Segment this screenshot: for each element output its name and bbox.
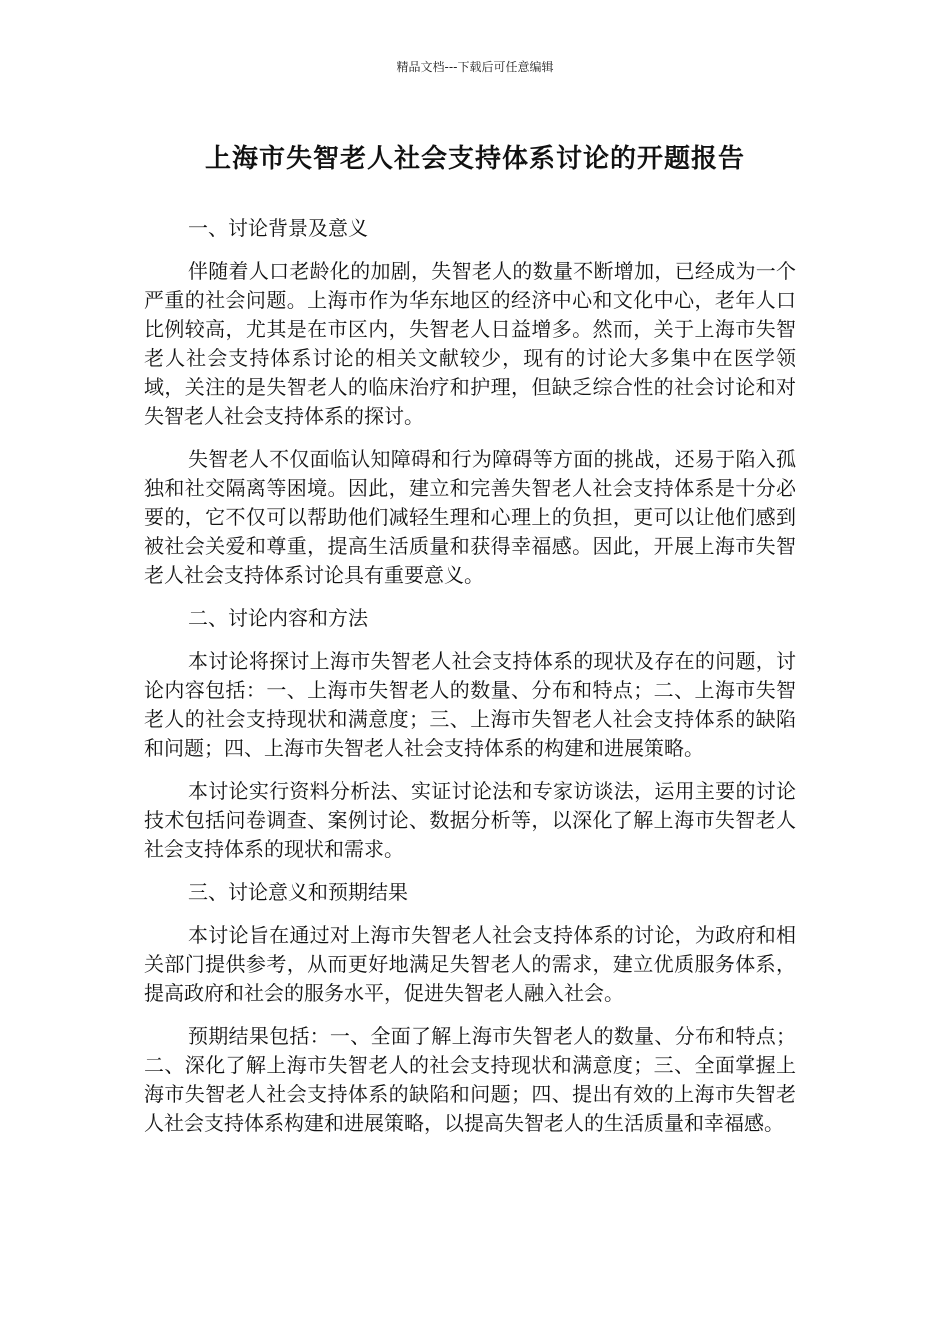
paragraph: 失智老人不仅面临认知障碍和行为障碍等方面的挑战，还易于陷入孤独和社交隔离等困境。因此，建立和完善失智老人社会支持体系是十分必要的，它不仅可以帮助他们减轻生理和心理上的负担，更可以让他们感到被社会关爱和尊重，提高生活质量和获得幸福感。因此，开展上海市失智老人社会支持体系讨论具有重要意义。: [144, 447, 796, 587]
paragraph: 伴随着人口老龄化的加剧，失智老人的数量不断增加，已经成为一个严重的社会问题。上海市作为华东地区的经济中心和文化中心，老年人口比例较高，尤其是在市区内，失智老人日益增多。然而，关于上海市失智老人社会支持体系讨论的相关文献较少，现有的讨论大多集中在医学领域，关注的是失智老人的临床治疗和护理，但缺乏综合性的社会讨论和对失智老人社会支持体系的探讨。: [144, 259, 796, 428]
paragraph: 预期结果包括：一、全面了解上海市失智老人的数量、分布和特点；二、深化了解上海市失智老人的社会支持现状和满意度；三、全面掌握上海市失智老人社会支持体系的缺陷和问题；四、提出有效的上海市失智老人社会支持体系构建和进展策略，以提高失智老人的生活质量和幸福感。: [144, 1024, 796, 1135]
paragraph: 本讨论旨在通过对上海市失智老人社会支持体系的讨论，为政府和相关部门提供参考，从而更好地满足失智老人的需求，建立优质服务体系，提高政府和社会的服务水平，促进失智老人融入社会。: [144, 923, 796, 1005]
header-note: 精品文档---下载后可任意编辑: [396, 60, 554, 74]
section-heading: 二、讨论内容和方法: [188, 606, 368, 630]
paragraph: 本讨论实行资料分析法、实证讨论法和专家访谈法，运用主要的讨论技术包括问卷调查、案例讨论、数据分析等，以深化了解上海市失智老人社会支持体系的现状和需求。: [144, 779, 796, 861]
paragraph: 本讨论将探讨上海市失智老人社会支持体系的现状及存在的问题，讨论内容包括：一、上海市失智老人的数量、分布和特点；二、上海市失智老人的社会支持现状和满意度；三、上海市失智老人社会支持体系的缺陷和问题；四、上海市失智老人社会支持体系的构建和进展策略。: [144, 649, 796, 760]
document-body: [144, 214, 796, 1152]
page-title: 上海市失智老人社会支持体系讨论的开题报告: [204, 144, 745, 174]
section-heading: 三、讨论意义和预期结果: [188, 880, 408, 904]
section-heading: 一、讨论背景及意义: [188, 216, 368, 240]
